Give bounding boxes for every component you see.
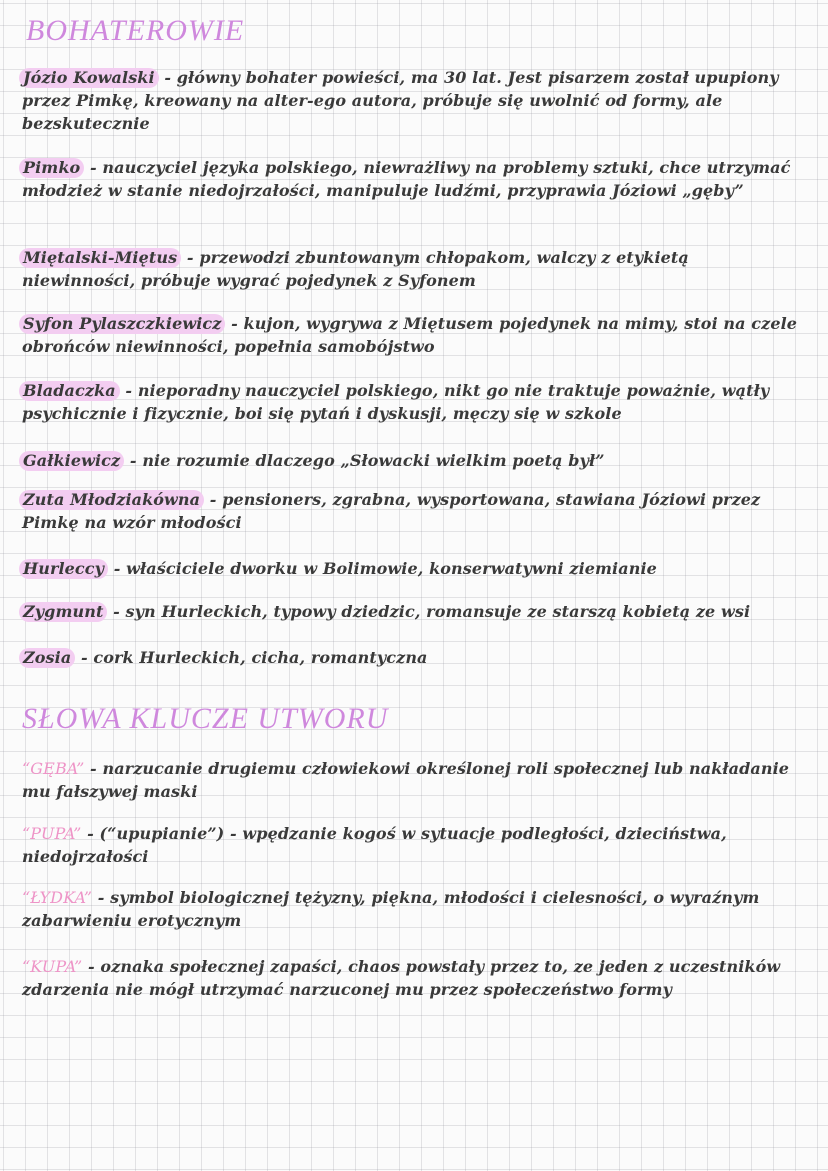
character-entry: Syfon Pylaszczkiewicz - kujon, wygrywa z Miętusem pojedynek na mimy, stoi na czele obrońców niewinności, popełnia samobójstwo xyxy=(22,312,802,358)
character-entry: Bladaczka - nieporadny nauczyciel polskiego, nikt go nie traktuje poważnie, wątły psychicznie i fizycznie, boi się pytań i dyskusji, męczy się w szkole xyxy=(22,379,802,425)
character-entry: Zuta Młodziakówna - pensioners, zgrabna, wysportowana, stawiana Józiowi przez Pimkę na wzór młodości xyxy=(22,488,802,534)
keyword-entry: “PUPA” - (“upupianie”) - wpędzanie kogoś w sytuacje podległości, dzieciństwa, niedojrzałości xyxy=(22,824,727,866)
character-name: Zosia xyxy=(19,648,75,668)
character-description: kujon, wygrywa z Miętusem pojedynek na mimy, stoi na czele obrońców niewinności, popełnia samobójstwo xyxy=(22,314,798,356)
character-entry: Zygmunt - syn Hurleckich, typowy dziedzic, romansuje ze starszą kobietą ze wsi xyxy=(22,600,802,623)
keyword-description: narzucanie drugiemu człowiekowi określonej roli społecznej lub nakładanie mu fałszywej maski xyxy=(22,759,790,801)
keyword-term: “KUPA” xyxy=(22,957,83,976)
character-name: Pimko xyxy=(19,158,84,178)
character-name: Bladaczka xyxy=(19,381,120,401)
keyword-description: symbol biologicznej tężyzny, piękna, młodości i cielesności, o wyraźnym zabarwieniu erotycznym xyxy=(22,888,760,930)
character-name: Syfon Pylaszczkiewicz xyxy=(19,314,225,334)
character-description: cork Hurleckich, cicha, romantyczna xyxy=(93,648,428,667)
character-name: Miętalski-Miętus xyxy=(19,248,181,268)
character-entry: Hurleccy - właściciele dworku w Bolimowie, konserwatywni ziemianie xyxy=(22,557,802,580)
character-description: nie rozumie dlaczego „Słowacki wielkim poetą był” xyxy=(142,451,605,470)
character-entry: Gałkiewicz - nie rozumie dlaczego „Słowacki wielkim poetą był” xyxy=(22,449,802,472)
character-entry: Józio Kowalski - główny bohater powieści, ma 30 lat. Jest pisarzem został upupiony przez Pimkę, kreowany na alter-ego autora, próbuje się uwolnić od formy, ale bezskutecznie xyxy=(22,66,802,135)
character-name: Józio Kowalski xyxy=(19,68,159,88)
keyword-term: “ŁYDKA” xyxy=(22,888,93,907)
character-description: właściciele dworku w Bolimowie, konserwatywni ziemianie xyxy=(126,559,657,578)
keyword-entry: “ŁYDKA” - symbol biologicznej tężyzny, piękna, młodości i cielesności, o wyraźnym zabarwieniu erotycznym xyxy=(22,888,760,930)
keyword-description: (“upupianie”) - wpędzanie kogoś w sytuacje podległości, dzieciństwa, niedojrzałości xyxy=(22,824,727,866)
character-name: Zygmunt xyxy=(19,602,107,622)
character-description: pensioners, zgrabna, wysportowana, stawiana Józiowi przez Pimkę na wzór młodości xyxy=(22,490,761,532)
character-entry: Pimko - nauczyciel języka polskiego, niewrażliwy na problemy sztuki, chce utrzymać młodzież w stanie niedojrzałości, manipuluje ludźmi, przyprawia Józiowi „gęby” xyxy=(22,156,802,202)
keyword-term: “GĘBA” xyxy=(22,759,85,778)
character-description: główny bohater powieści, ma 30 lat. Jest pisarzem został upupiony przez Pimkę, kreowany na alter-ego autora, próbuje się uwolnić od formy, ale bezskutecznie xyxy=(22,68,779,133)
character-name: Gałkiewicz xyxy=(19,451,124,471)
keywords-heading: SŁOWA KLUCZE UTWORU xyxy=(22,702,389,735)
character-description: nieporadny nauczyciel polskiego, nikt go nie traktuje poważnie, wątły psychicznie i fizycznie, boi się pytań i dyskusji, męczy się w szkole xyxy=(22,381,770,423)
keyword-description: oznaka społecznej zapaści, chaos powstały przez to, ze jeden z uczestników zdarzenia nie mógł utrzymać narzuconej mu przez społeczeństwo formy xyxy=(22,957,781,999)
characters-heading: BOHATEROWIE xyxy=(26,14,245,47)
character-entry: Zosia - cork Hurleckich, cicha, romantyczna xyxy=(22,646,802,669)
keyword-entry: “GĘBA” - narzucanie drugiemu człowiekowi określonej roli społecznej lub nakładanie mu fałszywej maski xyxy=(22,759,790,801)
character-description: syn Hurleckich, typowy dziedzic, romansuje ze starszą kobietą ze wsi xyxy=(125,602,751,621)
keyword-entry: “KUPA” - oznaka społecznej zapaści, chaos powstały przez to, ze jeden z uczestników zdarzenia nie mógł utrzymać narzuconej mu przez społeczeństwo formy xyxy=(22,957,781,999)
character-entry: Miętalski-Miętus - przewodzi zbuntowanym chłopakom, walczy z etykietą niewinności, próbuje wygrać pojedynek z Syfonem xyxy=(22,246,802,292)
character-name: Zuta Młodziakówna xyxy=(19,490,204,510)
character-description: nauczyciel języka polskiego, niewrażliwy na problemy sztuki, chce utrzymać młodzież w stanie niedojrzałości, manipuluje ludźmi, przyprawia Józiowi „gęby” xyxy=(22,158,791,200)
keyword-term: “PUPA” xyxy=(22,824,82,843)
character-description: przewodzi zbuntowanym chłopakom, walczy z etykietą niewinności, próbuje wygrać pojedynek z Syfonem xyxy=(22,248,689,290)
character-name: Hurleccy xyxy=(19,559,108,579)
